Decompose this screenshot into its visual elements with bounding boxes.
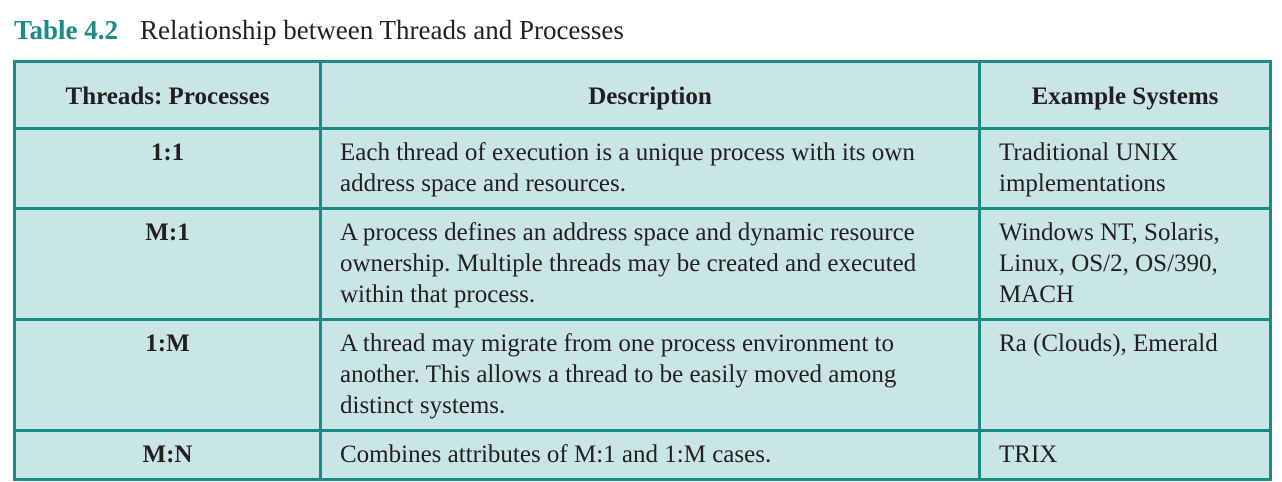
table-row bbox=[15, 320, 1271, 431]
ratio-cell: 1:M bbox=[15, 320, 321, 431]
table-caption bbox=[14, 12, 624, 48]
header-row bbox=[15, 62, 1271, 129]
header-threads-processes: Threads: Processes bbox=[15, 62, 321, 129]
ratio-cell: M:N bbox=[15, 431, 321, 480]
threads-processes-table bbox=[13, 60, 1272, 481]
ratio-cell: M:1 bbox=[15, 209, 321, 320]
examples-cell: Windows NT, Solaris, Linux, OS/2, OS/390, MACH bbox=[980, 209, 1271, 320]
ratio-cell: 1:1 bbox=[15, 129, 321, 209]
table-row bbox=[15, 209, 1271, 320]
examples-cell: Traditional UNIX implementations bbox=[980, 129, 1271, 209]
table-row bbox=[15, 129, 1271, 209]
examples-cell: TRIX bbox=[980, 431, 1271, 480]
header-example-systems: Example Systems bbox=[980, 62, 1271, 129]
header-description: Description bbox=[321, 62, 980, 129]
table-row bbox=[15, 431, 1271, 480]
table-number: Table 4.2 bbox=[14, 15, 119, 45]
description-cell: A thread may migrate from one process environment to another. This allows a thread to be easily moved among distinct systems. bbox=[321, 320, 980, 431]
table-title: Relationship between Threads and Processes bbox=[140, 15, 624, 45]
description-cell: Each thread of execution is a unique process with its own address space and resources. bbox=[321, 129, 980, 209]
examples-cell: Ra (Clouds), Emerald bbox=[980, 320, 1271, 431]
description-cell: A process defines an address space and dynamic resource ownership. Multiple threads may be created and executed within that process. bbox=[321, 209, 980, 320]
description-cell: Combines attributes of M:1 and 1:M cases. bbox=[321, 431, 980, 480]
